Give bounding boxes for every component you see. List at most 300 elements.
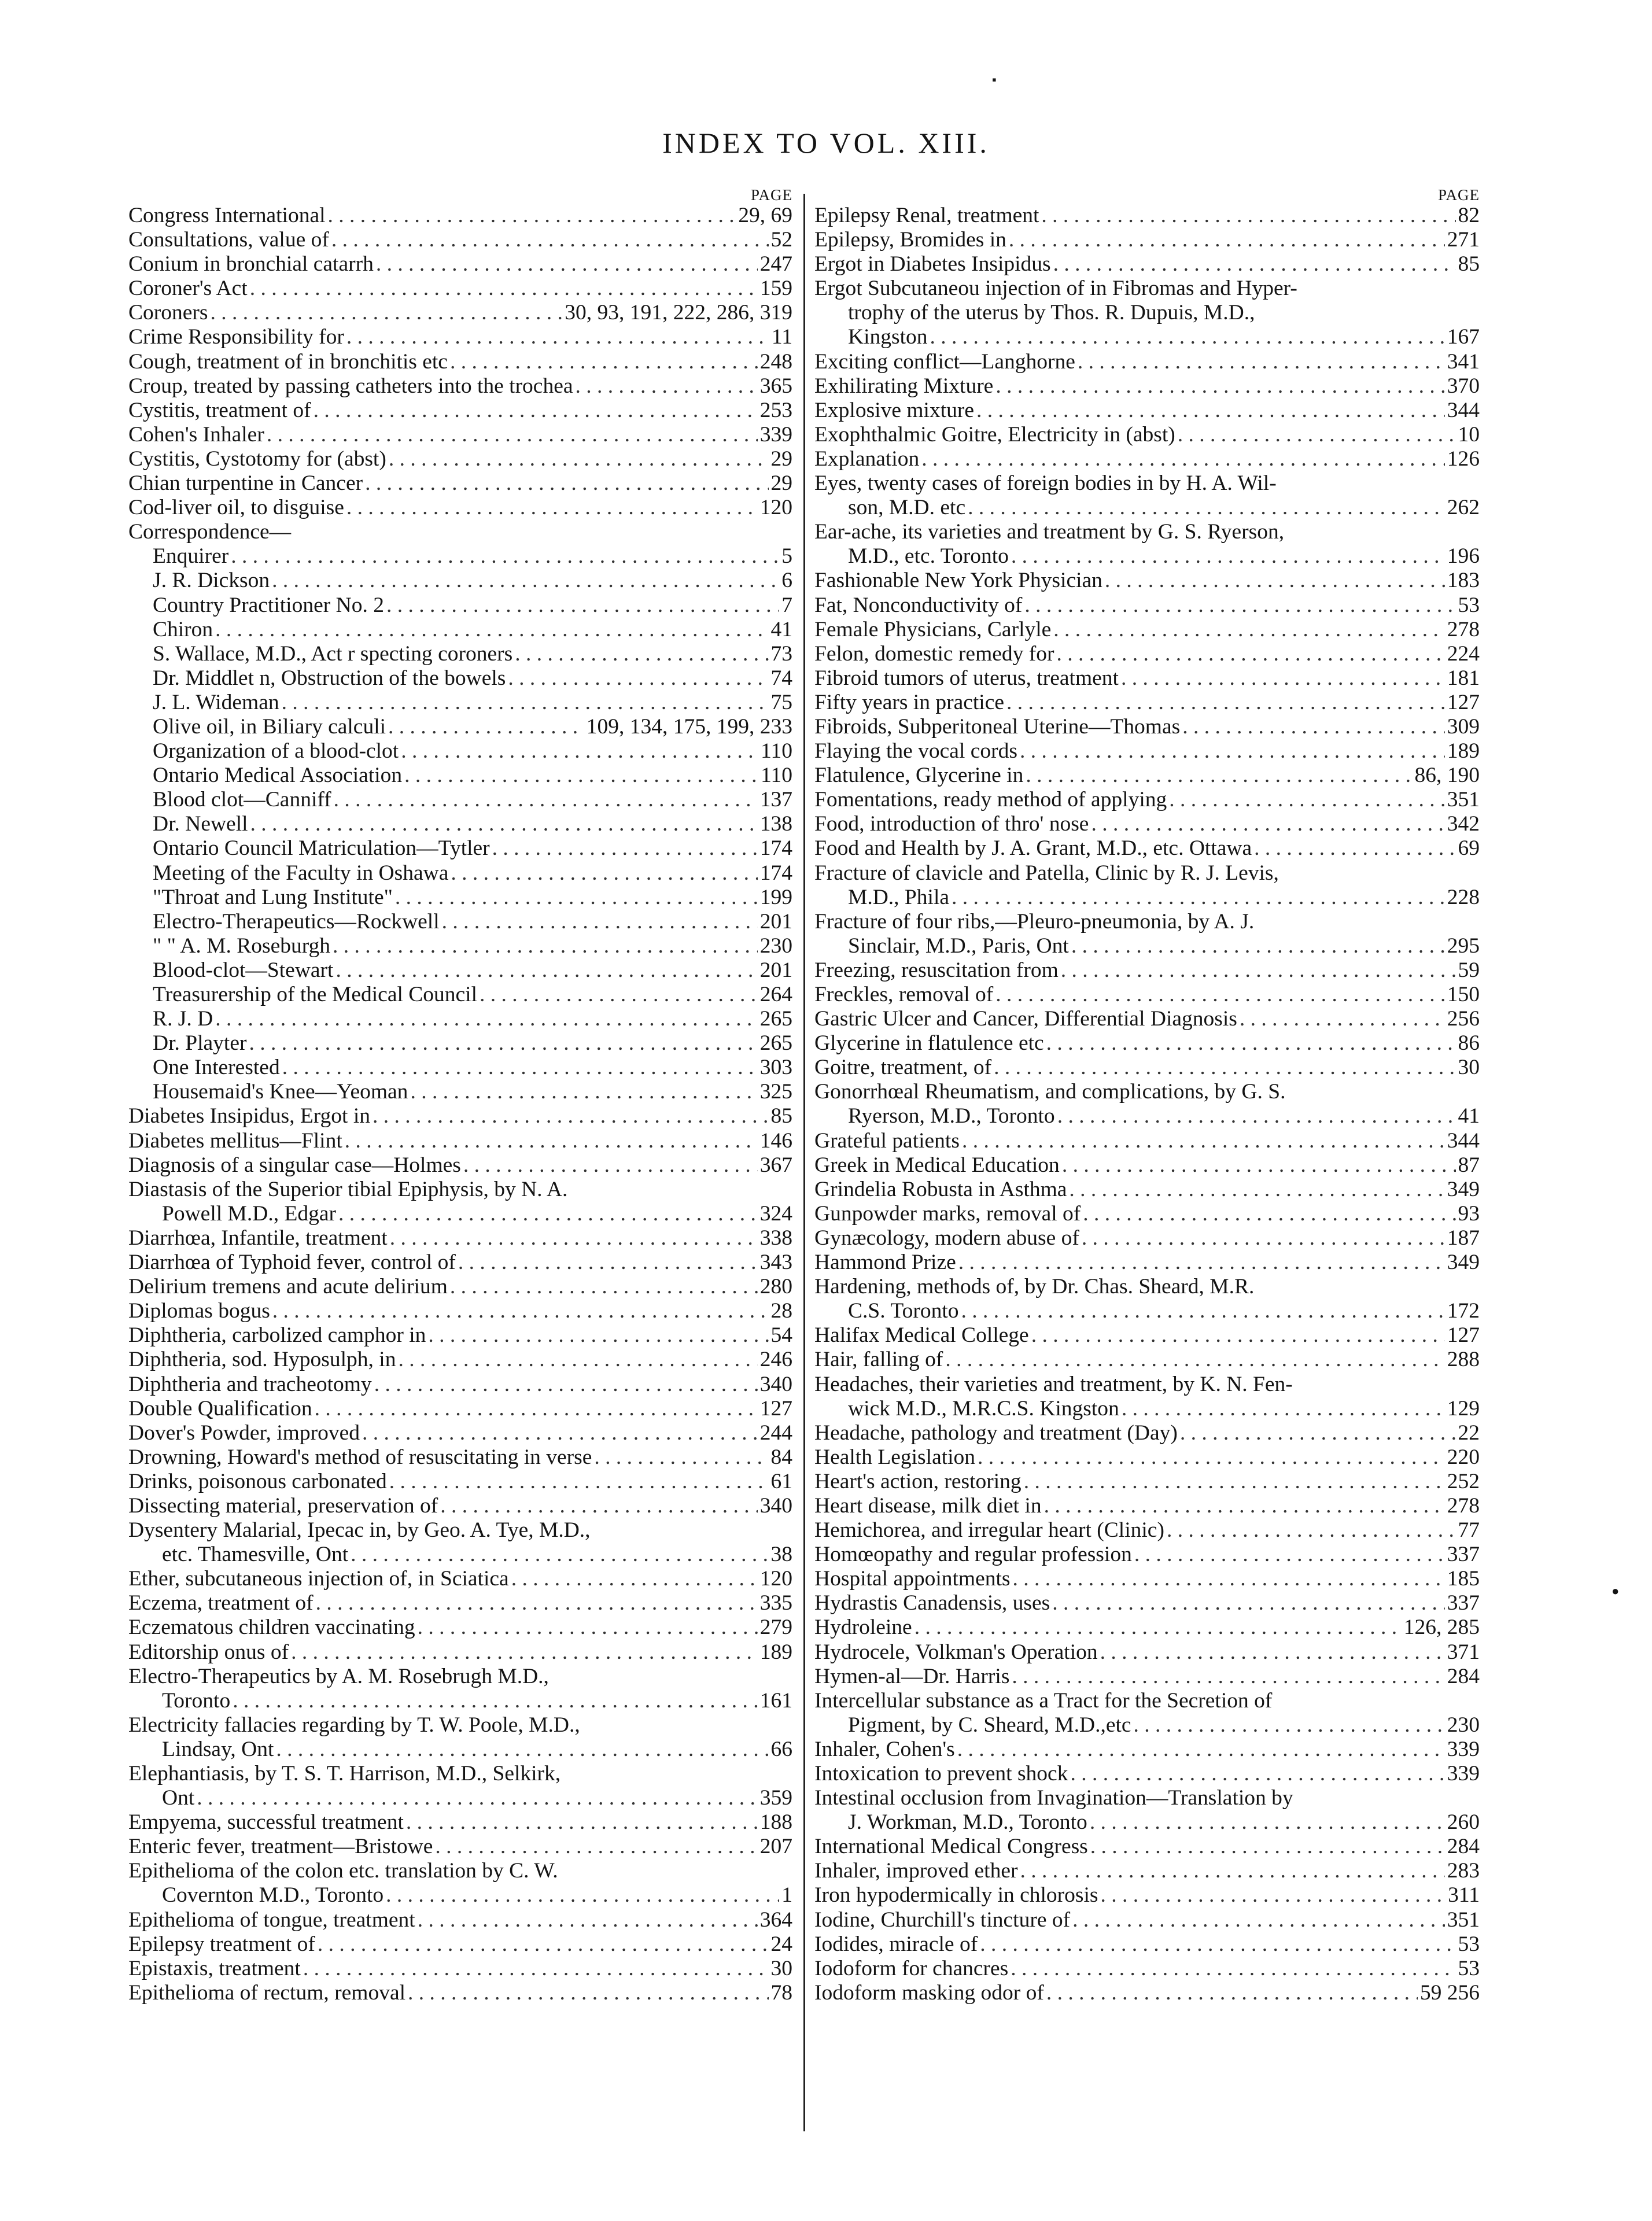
dot-leader <box>428 1323 768 1348</box>
page-number: 24 <box>770 1932 792 1956</box>
entry-text: Editorship onus of <box>128 1640 289 1664</box>
index-entry <box>128 1810 792 1835</box>
index-entry <box>128 1153 792 1178</box>
dot-leader <box>410 1080 757 1104</box>
dot-leader <box>386 593 779 618</box>
entry-text: Drowning, Howard's method of resuscitating in verse <box>128 1445 592 1469</box>
entry-text: Olive oil, in Biliary calculi <box>153 714 386 739</box>
entry-text: Double Qualification <box>128 1396 312 1421</box>
entry-text: Fracture of four ribs,—Pleuro-pneumonia, by A. J. <box>814 909 1255 934</box>
page-number: 54 <box>770 1323 792 1348</box>
index-entry <box>814 374 1480 399</box>
index-entry <box>128 496 792 520</box>
dot-leader <box>418 1908 758 1932</box>
entry-text: wick M.D., M.R.C.S. Kingston <box>848 1396 1119 1421</box>
page-number: 248 <box>759 349 792 374</box>
page-number: 230 <box>1447 1713 1480 1737</box>
dot-leader <box>1011 544 1445 569</box>
dot-leader <box>958 1250 1445 1275</box>
page-number: 82 <box>1458 204 1480 227</box>
dot-leader <box>1053 618 1444 642</box>
dot-leader <box>930 325 1445 349</box>
index-entry <box>814 593 1480 618</box>
page-number: 28 <box>770 1299 792 1323</box>
index-entry <box>128 447 792 471</box>
page-number: 189 <box>1447 739 1480 763</box>
entry-text: Blood clot—Canniff <box>153 788 331 812</box>
index-entry <box>128 1689 792 1713</box>
entry-text: Congress International <box>128 204 326 227</box>
entry-text: "Throat and Lung Institute" <box>153 885 393 909</box>
page-number: 69 <box>1458 836 1480 861</box>
index-entry <box>128 1080 792 1104</box>
index-entry <box>814 1518 1480 1543</box>
dot-leader <box>250 276 758 301</box>
index-entry <box>814 861 1480 886</box>
entry-text: Pigment, by C. Sheard, M.D.,etc <box>848 1713 1131 1737</box>
page-number: 120 <box>759 1567 792 1591</box>
dot-leader <box>231 544 779 569</box>
dot-leader <box>1070 1762 1444 1786</box>
index-entry <box>128 910 792 934</box>
entry-text: J. L. Wideman <box>153 690 279 714</box>
page-number: 196 <box>1447 544 1480 569</box>
entry-text: Coroners <box>128 301 208 325</box>
page-number: 159 <box>759 276 792 301</box>
index-column-left <box>128 186 792 2005</box>
index-entry <box>814 1883 1480 1908</box>
index-entry <box>814 1373 1480 1397</box>
index-entry <box>128 1348 792 1372</box>
page-number: 279 <box>759 1615 792 1640</box>
index-entry <box>128 1737 792 1762</box>
page-number: 188 <box>759 1810 792 1835</box>
entry-text: Felon, domestic remedy for <box>814 641 1054 666</box>
index-entry <box>814 1397 1480 1421</box>
page-number: 22 <box>1458 1421 1480 1445</box>
entry-text: Heart disease, milk diet in <box>814 1493 1042 1518</box>
page-number: 185 <box>1447 1567 1480 1591</box>
entry-text: Ryerson, M.D., Toronto <box>848 1104 1055 1128</box>
entry-text: Fracture of clavicle and Patella, Clinic by R. J. Levis, <box>814 861 1279 885</box>
dot-leader <box>210 301 562 325</box>
page-number: 10 <box>1458 422 1480 447</box>
index-entry <box>814 1932 1480 1957</box>
page-number: 93 <box>1458 1201 1480 1226</box>
page-number: 53 <box>1458 593 1480 617</box>
entry-text: Halifax Medical College <box>814 1323 1029 1348</box>
entry-text: Fibroid tumors of uterus, treatment <box>814 666 1119 690</box>
page-number: 126, 285 <box>1403 1615 1480 1640</box>
page-number: 52 <box>770 228 792 252</box>
index-entry <box>814 1104 1480 1128</box>
page-number: 66 <box>770 1737 792 1761</box>
entry-text: Lindsay, Ont <box>162 1737 274 1761</box>
entry-text: Empyema, successful treatment <box>128 1810 404 1835</box>
dot-leader <box>404 763 758 788</box>
index-entry <box>128 1615 792 1640</box>
index-entry <box>128 1518 792 1543</box>
index-entry <box>814 1810 1480 1835</box>
entry-text: Dr. Playter <box>153 1031 247 1056</box>
entry-text: Ontario Council Matriculation—Tytler <box>153 836 490 861</box>
entry-text: Epistaxis, treatment <box>128 1956 301 1980</box>
dot-leader <box>976 399 1445 423</box>
page-number: 110 <box>761 763 792 788</box>
dot-leader <box>1082 1226 1445 1250</box>
index-entry <box>814 496 1480 520</box>
page-number: 207 <box>759 1835 792 1859</box>
page-number: 288 <box>1447 1348 1480 1372</box>
dot-leader <box>1069 1178 1444 1202</box>
dot-leader <box>282 691 769 715</box>
index-entry <box>128 374 792 399</box>
entry-text: Hemichorea, and irregular heart (Clinic) <box>814 1518 1164 1543</box>
dot-leader <box>1061 958 1456 983</box>
page-number: 337 <box>1447 1543 1480 1567</box>
dot-leader <box>418 1615 758 1640</box>
entry-text: Iodine, Churchill's tincture of <box>814 1908 1071 1932</box>
dot-leader <box>276 1737 768 1762</box>
entry-text: son, M.D. etc <box>848 496 966 520</box>
page-number: 29 <box>770 447 792 471</box>
dot-leader <box>1090 1810 1445 1835</box>
page-number: 87 <box>1458 1153 1480 1177</box>
page-number: 230 <box>759 934 792 958</box>
dot-leader <box>1122 1397 1445 1421</box>
index-entry <box>814 1713 1480 1737</box>
entry-text: Ergot in Diabetes Insipidus <box>814 252 1051 276</box>
index-entry <box>128 1957 792 1981</box>
index-entry <box>128 886 792 910</box>
entry-text: Diabetes mellitus—Flint <box>128 1128 342 1153</box>
dot-leader <box>1182 715 1445 739</box>
dot-leader <box>338 1202 758 1226</box>
index-entry <box>128 350 792 374</box>
index-entry <box>128 1786 792 1810</box>
page-number: 109, 134, 175, 199, 233 <box>586 714 792 739</box>
page-number: 283 <box>1447 1859 1480 1883</box>
index-entry <box>128 642 792 666</box>
entry-text: Hardening, methods of, by Dr. Chas. Sheard, M.R. <box>814 1275 1255 1299</box>
entry-text: Cod-liver oil, to disguise <box>128 496 344 520</box>
entry-text: J. R. Dickson <box>153 569 270 593</box>
dot-leader <box>450 350 758 374</box>
entry-text: Inhaler, Cohen's <box>814 1737 955 1761</box>
entry-text: Diphtheria, carbolized camphor in <box>128 1323 426 1348</box>
entry-text: Iron hypodermically in chlorosis <box>814 1883 1098 1908</box>
dot-leader <box>374 1373 758 1397</box>
index-entry <box>128 618 792 642</box>
index-entry <box>814 763 1480 788</box>
page-number: 339 <box>1447 1762 1480 1785</box>
page-number: 174 <box>759 836 792 861</box>
index-entry <box>128 1932 792 1957</box>
dot-leader <box>373 1104 768 1128</box>
dot-leader <box>1024 593 1455 618</box>
entry-text: Delirium tremens and acute delirium <box>128 1275 448 1299</box>
page-number: 303 <box>759 1056 792 1080</box>
page-number: 120 <box>759 496 792 520</box>
entry-text: Freezing, resuscitation from <box>814 958 1059 982</box>
page-number: 127 <box>1447 690 1480 714</box>
entry-text: Goitre, treatment, of <box>814 1056 992 1080</box>
page-number: 161 <box>759 1688 792 1713</box>
entry-text: Explanation <box>814 447 920 471</box>
dot-leader <box>1046 1981 1418 2005</box>
index-entry <box>128 1494 792 1518</box>
page-number: 181 <box>1447 666 1480 690</box>
entry-text: Croup, treated by passing catheters into the trochea <box>128 374 573 398</box>
index-entry <box>814 1007 1480 1031</box>
page-number: 5 <box>781 544 792 569</box>
dot-leader <box>576 374 758 399</box>
dot-leader <box>594 1445 768 1470</box>
page-number: 370 <box>1447 374 1480 398</box>
index-entry <box>814 276 1480 301</box>
index-entry <box>814 1056 1480 1080</box>
entry-text: Cough, treatment of in bronchitis etc <box>128 349 448 374</box>
index-entry <box>814 1202 1480 1226</box>
entry-text: Dr. Middlet n, Obstruction of the bowels <box>153 666 506 690</box>
page-number: 344 <box>1447 398 1480 422</box>
dot-leader <box>272 1299 769 1323</box>
page-number: 262 <box>1447 496 1480 520</box>
index-column-right <box>814 186 1480 2005</box>
index-entry <box>128 544 792 569</box>
index-entry <box>128 1665 792 1689</box>
entry-text: Diarrhœa of Typhoid fever, control of <box>128 1250 456 1275</box>
index-entry <box>128 1445 792 1470</box>
entry-text: Fomentations, ready method of applying <box>814 788 1167 812</box>
dot-leader <box>508 666 768 691</box>
entry-text: Diagnosis of a singular case—Holmes <box>128 1153 461 1177</box>
page-number: 325 <box>759 1080 792 1104</box>
index-entry <box>814 204 1480 228</box>
page-number: 85 <box>1458 252 1480 276</box>
index-entry <box>814 399 1480 423</box>
entry-text: Food and Health by J. A. Grant, M.D., etc. Ottawa <box>814 836 1252 861</box>
dot-leader <box>1180 1421 1456 1445</box>
page-number: 339 <box>759 422 792 447</box>
index-entry <box>128 1202 792 1226</box>
dot-leader <box>333 934 758 958</box>
dot-leader <box>515 642 768 666</box>
dot-leader <box>315 1397 758 1421</box>
dot-leader <box>346 325 769 349</box>
page-number: 167 <box>1447 325 1480 349</box>
page-number: 264 <box>759 983 792 1006</box>
entry-text: Chian turpentine in Cancer <box>128 471 363 496</box>
entry-text: Housemaid's Knee—Yeoman <box>153 1080 408 1104</box>
dot-leader <box>318 1932 769 1957</box>
entry-text: Dover's Powder, improved <box>128 1421 360 1445</box>
index-entry <box>128 1567 792 1591</box>
entry-text: International Medical Congress <box>814 1835 1088 1859</box>
index-entry <box>814 910 1480 934</box>
index-entry <box>814 447 1480 471</box>
index-entry <box>814 1421 1480 1445</box>
page-number: 220 <box>1447 1445 1480 1469</box>
entry-text: Gynæcology, modern abuse of <box>814 1226 1079 1250</box>
dot-leader <box>968 496 1445 520</box>
dot-leader <box>978 1445 1445 1470</box>
page-number: 278 <box>1447 617 1480 641</box>
index-entry <box>814 715 1480 739</box>
print-speck: ● <box>1612 1584 1620 1598</box>
dot-leader <box>272 569 779 593</box>
entry-text: Eczema, treatment of <box>128 1591 314 1615</box>
index-entry <box>814 1080 1480 1104</box>
dot-leader <box>980 1932 1455 1957</box>
dot-leader <box>401 739 758 763</box>
entry-text: Greek in Medical Education <box>814 1153 1060 1177</box>
entry-text: Diabetes Insipidus, Ergot in <box>128 1104 371 1128</box>
page-number: 309 <box>1447 714 1480 739</box>
page-number: 340 <box>759 1372 792 1396</box>
dot-leader <box>995 374 1444 399</box>
index-entry <box>814 1981 1480 2005</box>
entry-text: Conium in bronchial catarrh <box>128 252 374 276</box>
entry-text: Diastasis of the Superior tibial Epiphysis, by N. A. <box>128 1177 568 1201</box>
index-entry <box>814 350 1480 374</box>
entry-text: Health Legislation <box>814 1445 976 1469</box>
entry-text: Hydroleine <box>814 1615 912 1640</box>
entry-text: Grindelia Robusta in Asthma <box>814 1177 1067 1201</box>
page-number: 338 <box>759 1226 792 1250</box>
entry-text: Flatulence, Glycerine in <box>814 763 1024 788</box>
index-entry <box>128 1421 792 1445</box>
page-number: 41 <box>770 617 792 641</box>
index-entry <box>814 1665 1480 1689</box>
page-number: 359 <box>759 1786 792 1810</box>
dot-leader <box>1167 1518 1456 1543</box>
entry-text: Electro-Therapeutics—Rockwell <box>153 909 440 934</box>
dot-leader <box>331 228 769 252</box>
entry-text: Chiron <box>153 617 213 641</box>
entry-text: Ear-ache, its varieties and treatment by G. S. Ryerson, <box>814 520 1285 544</box>
index-entry <box>814 934 1480 958</box>
dot-leader <box>334 788 758 812</box>
dot-leader <box>1052 1591 1445 1615</box>
index-entry <box>814 1250 1480 1275</box>
entry-text: Enteric fever, treatment—Bristowe <box>128 1835 433 1859</box>
dot-leader <box>962 1129 1445 1153</box>
index-entry <box>128 1908 792 1932</box>
entry-text: Iodoform for chancres <box>814 1956 1009 1980</box>
index-entry <box>814 1494 1480 1518</box>
entry-text: Eczematous children vaccinating <box>128 1615 415 1640</box>
dot-leader <box>1041 204 1455 228</box>
entry-text: Homœopathy and regular profession <box>814 1543 1132 1567</box>
index-entry <box>814 1323 1480 1348</box>
entry-text: Covernton M.D., Toronto <box>162 1883 384 1908</box>
page-number: 324 <box>759 1201 792 1226</box>
page-number: 339 <box>1447 1737 1480 1761</box>
entry-text: Epilepsy, Bromides in <box>814 228 1006 252</box>
entry-text: Intoxication to prevent shock <box>814 1762 1068 1785</box>
page-number: 75 <box>770 690 792 714</box>
index-entry <box>814 1445 1480 1470</box>
entry-text: Country Practitioner No. 2 <box>153 593 384 617</box>
dot-leader <box>1046 1031 1456 1056</box>
dot-leader <box>1078 350 1445 374</box>
index-entry <box>128 1981 792 2005</box>
page-number: 126 <box>1447 447 1480 471</box>
entry-text: Eyes, twenty cases of foreign bodies in by H. A. Wil- <box>814 471 1277 496</box>
dot-leader <box>1006 691 1445 715</box>
index-entry <box>128 691 792 715</box>
entry-text: Hammond Prize <box>814 1250 956 1275</box>
dot-leader <box>1100 1640 1445 1665</box>
dot-leader <box>249 1031 757 1056</box>
dot-leader <box>1121 666 1445 691</box>
dot-leader <box>346 496 758 520</box>
page-number: 1 <box>781 1883 792 1908</box>
index-entry <box>814 1543 1480 1567</box>
index-entry <box>814 301 1480 325</box>
page-number: 172 <box>1447 1299 1480 1323</box>
page-number: 86 <box>1458 1031 1480 1056</box>
index-entry <box>128 471 792 496</box>
page-number: 30 <box>770 1956 792 1980</box>
index-entry <box>814 252 1480 276</box>
entry-text: Enquirer <box>153 544 229 569</box>
page-number: 7 <box>781 593 792 617</box>
index-entry <box>128 1129 792 1153</box>
entry-text: Exhilirating Mixture <box>814 374 994 398</box>
entry-text: Glycerine in flatulence etc <box>814 1031 1044 1056</box>
dot-leader <box>362 1421 758 1445</box>
dot-leader <box>390 1226 758 1250</box>
page-number: 311 <box>1448 1883 1480 1908</box>
dot-leader <box>435 1835 757 1859</box>
entry-text: Food, introduction of thro' nose <box>814 812 1089 836</box>
dot-leader <box>376 252 758 276</box>
dot-leader <box>1134 1543 1445 1567</box>
dot-leader <box>389 1470 769 1494</box>
entry-text: Gunpowder marks, removal of <box>814 1201 1081 1226</box>
index-entry <box>128 788 792 812</box>
entry-text: Fashionable New York Physician <box>814 569 1102 593</box>
dot-leader <box>1024 1470 1445 1494</box>
index-entry <box>128 1543 792 1567</box>
dot-leader <box>335 958 757 983</box>
page-number: 228 <box>1447 885 1480 909</box>
index-entry <box>814 983 1480 1007</box>
index-entry <box>128 228 792 252</box>
page-number: 74 <box>770 666 792 690</box>
page-number: 129 <box>1447 1396 1480 1421</box>
page-number: 349 <box>1447 1177 1480 1201</box>
index-entry <box>814 1031 1480 1056</box>
index-entry <box>128 983 792 1007</box>
entry-text: Cystitis, Cystotomy for (abst) <box>128 447 386 471</box>
page-number: 278 <box>1447 1493 1480 1518</box>
dot-leader <box>351 1543 768 1567</box>
index-entry <box>814 1859 1480 1883</box>
index-entry <box>128 836 792 861</box>
entry-text: R. J. D <box>153 1007 213 1031</box>
entry-text: Drinks, poisonous carbonated <box>128 1469 387 1493</box>
entry-text: Crime Responsibility for <box>128 325 344 349</box>
index-entry <box>814 1178 1480 1202</box>
entry-text: Hair, falling of <box>814 1348 943 1372</box>
page-number: 253 <box>759 398 792 422</box>
index-entry <box>128 301 792 325</box>
dot-leader <box>282 1056 758 1080</box>
index-entry <box>814 739 1480 763</box>
